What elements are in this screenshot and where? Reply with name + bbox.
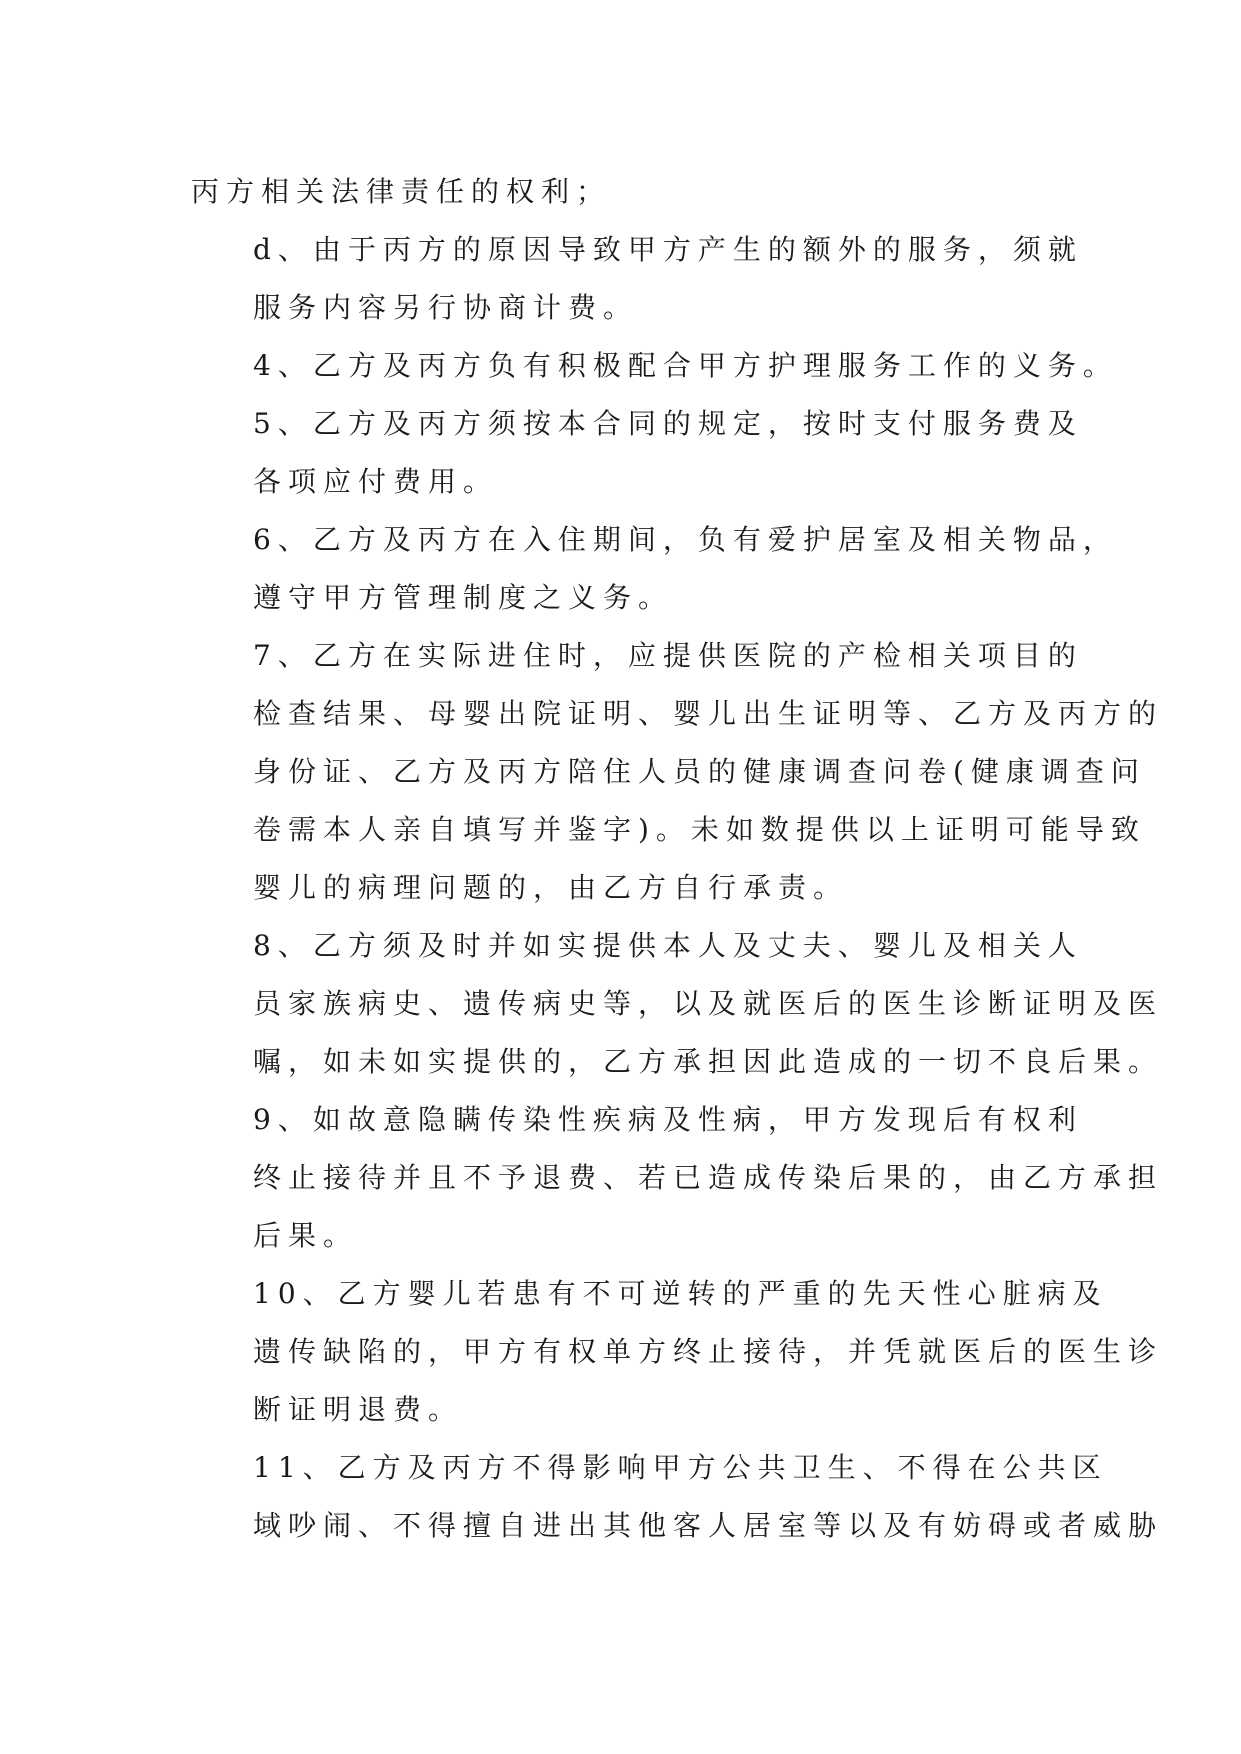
document-body bbox=[191, 163, 1164, 1555]
paragraph-clause-10 bbox=[191, 1265, 1164, 1439]
text-line: 丙方相关法律责任的权利； bbox=[191, 175, 612, 208]
text-line: 6、乙方及丙方在入住期间，负有爱护居室及相关物品， bbox=[253, 523, 1118, 556]
paragraph-clause-7 bbox=[191, 627, 1164, 917]
paragraph-clause-8 bbox=[191, 917, 1164, 1091]
text-line: 服务内容另行协商计费。 bbox=[253, 291, 639, 324]
paragraph-continuation bbox=[191, 163, 1071, 221]
text-line: 5、乙方及丙方须按本合同的规定，按时支付服务费及 bbox=[253, 407, 1083, 440]
text-line: 域吵闹、不得擅自进出其他客人居室等以及有妨碍或者威胁 bbox=[253, 1509, 1164, 1542]
text-line: 终止接待并且不予退费、若已造成传染后果的，由乙方承担 bbox=[253, 1161, 1164, 1194]
text-line: d、由于丙方的原因导致甲方产生的额外的服务，须就 bbox=[253, 233, 1083, 266]
text-line: 身份证、乙方及丙方陪住人员的健康调查问卷(健康调查问 bbox=[253, 755, 1146, 788]
text-line: 4、乙方及丙方负有积极配合甲方护理服务工作的义务。 bbox=[253, 349, 1118, 382]
paragraph-clause-11 bbox=[191, 1439, 1164, 1555]
text-line: 婴儿的病理问题的，由乙方自行承责。 bbox=[253, 871, 849, 904]
paragraph-clause-4 bbox=[191, 337, 1118, 395]
text-line: 检查结果、母婴出院证明、婴儿出生证明等、乙方及丙方的 bbox=[253, 697, 1164, 730]
text-line: 11、乙方及丙方不得影响甲方公共卫生、不得在公共区 bbox=[253, 1451, 1108, 1484]
text-line: 9、如故意隐瞒传染性疾病及性病，甲方发现后有权利 bbox=[253, 1103, 1083, 1136]
paragraph-clause-5 bbox=[191, 395, 1083, 511]
text-line: 10、乙方婴儿若患有不可逆转的严重的先天性心脏病及 bbox=[253, 1277, 1108, 1310]
text-line: 嘱，如未如实提供的，乙方承担因此造成的一切不良后果。 bbox=[253, 1045, 1164, 1078]
text-line: 遗传缺陷的，甲方有权单方终止接待，并凭就医后的医生诊 bbox=[253, 1335, 1164, 1368]
paragraph-clause-9 bbox=[191, 1091, 1164, 1265]
text-line: 断证明退费。 bbox=[253, 1393, 464, 1426]
text-line: 后果。 bbox=[253, 1219, 359, 1252]
text-line: 员家族病史、遗传病史等，以及就医后的医生诊断证明及医 bbox=[253, 987, 1164, 1020]
text-line: 卷需本人亲自填写并鉴字)。未如数提供以上证明可能导致 bbox=[253, 813, 1146, 846]
text-line: 遵守甲方管理制度之义务。 bbox=[253, 581, 674, 614]
paragraph-clause-d bbox=[191, 221, 1083, 337]
text-line: 各项应付费用。 bbox=[253, 465, 499, 498]
paragraph-clause-6 bbox=[191, 511, 1118, 627]
text-line: 7、乙方在实际进住时，应提供医院的产检相关项目的 bbox=[253, 639, 1083, 672]
text-line: 8、乙方须及时并如实提供本人及丈夫、婴儿及相关人 bbox=[253, 929, 1083, 962]
